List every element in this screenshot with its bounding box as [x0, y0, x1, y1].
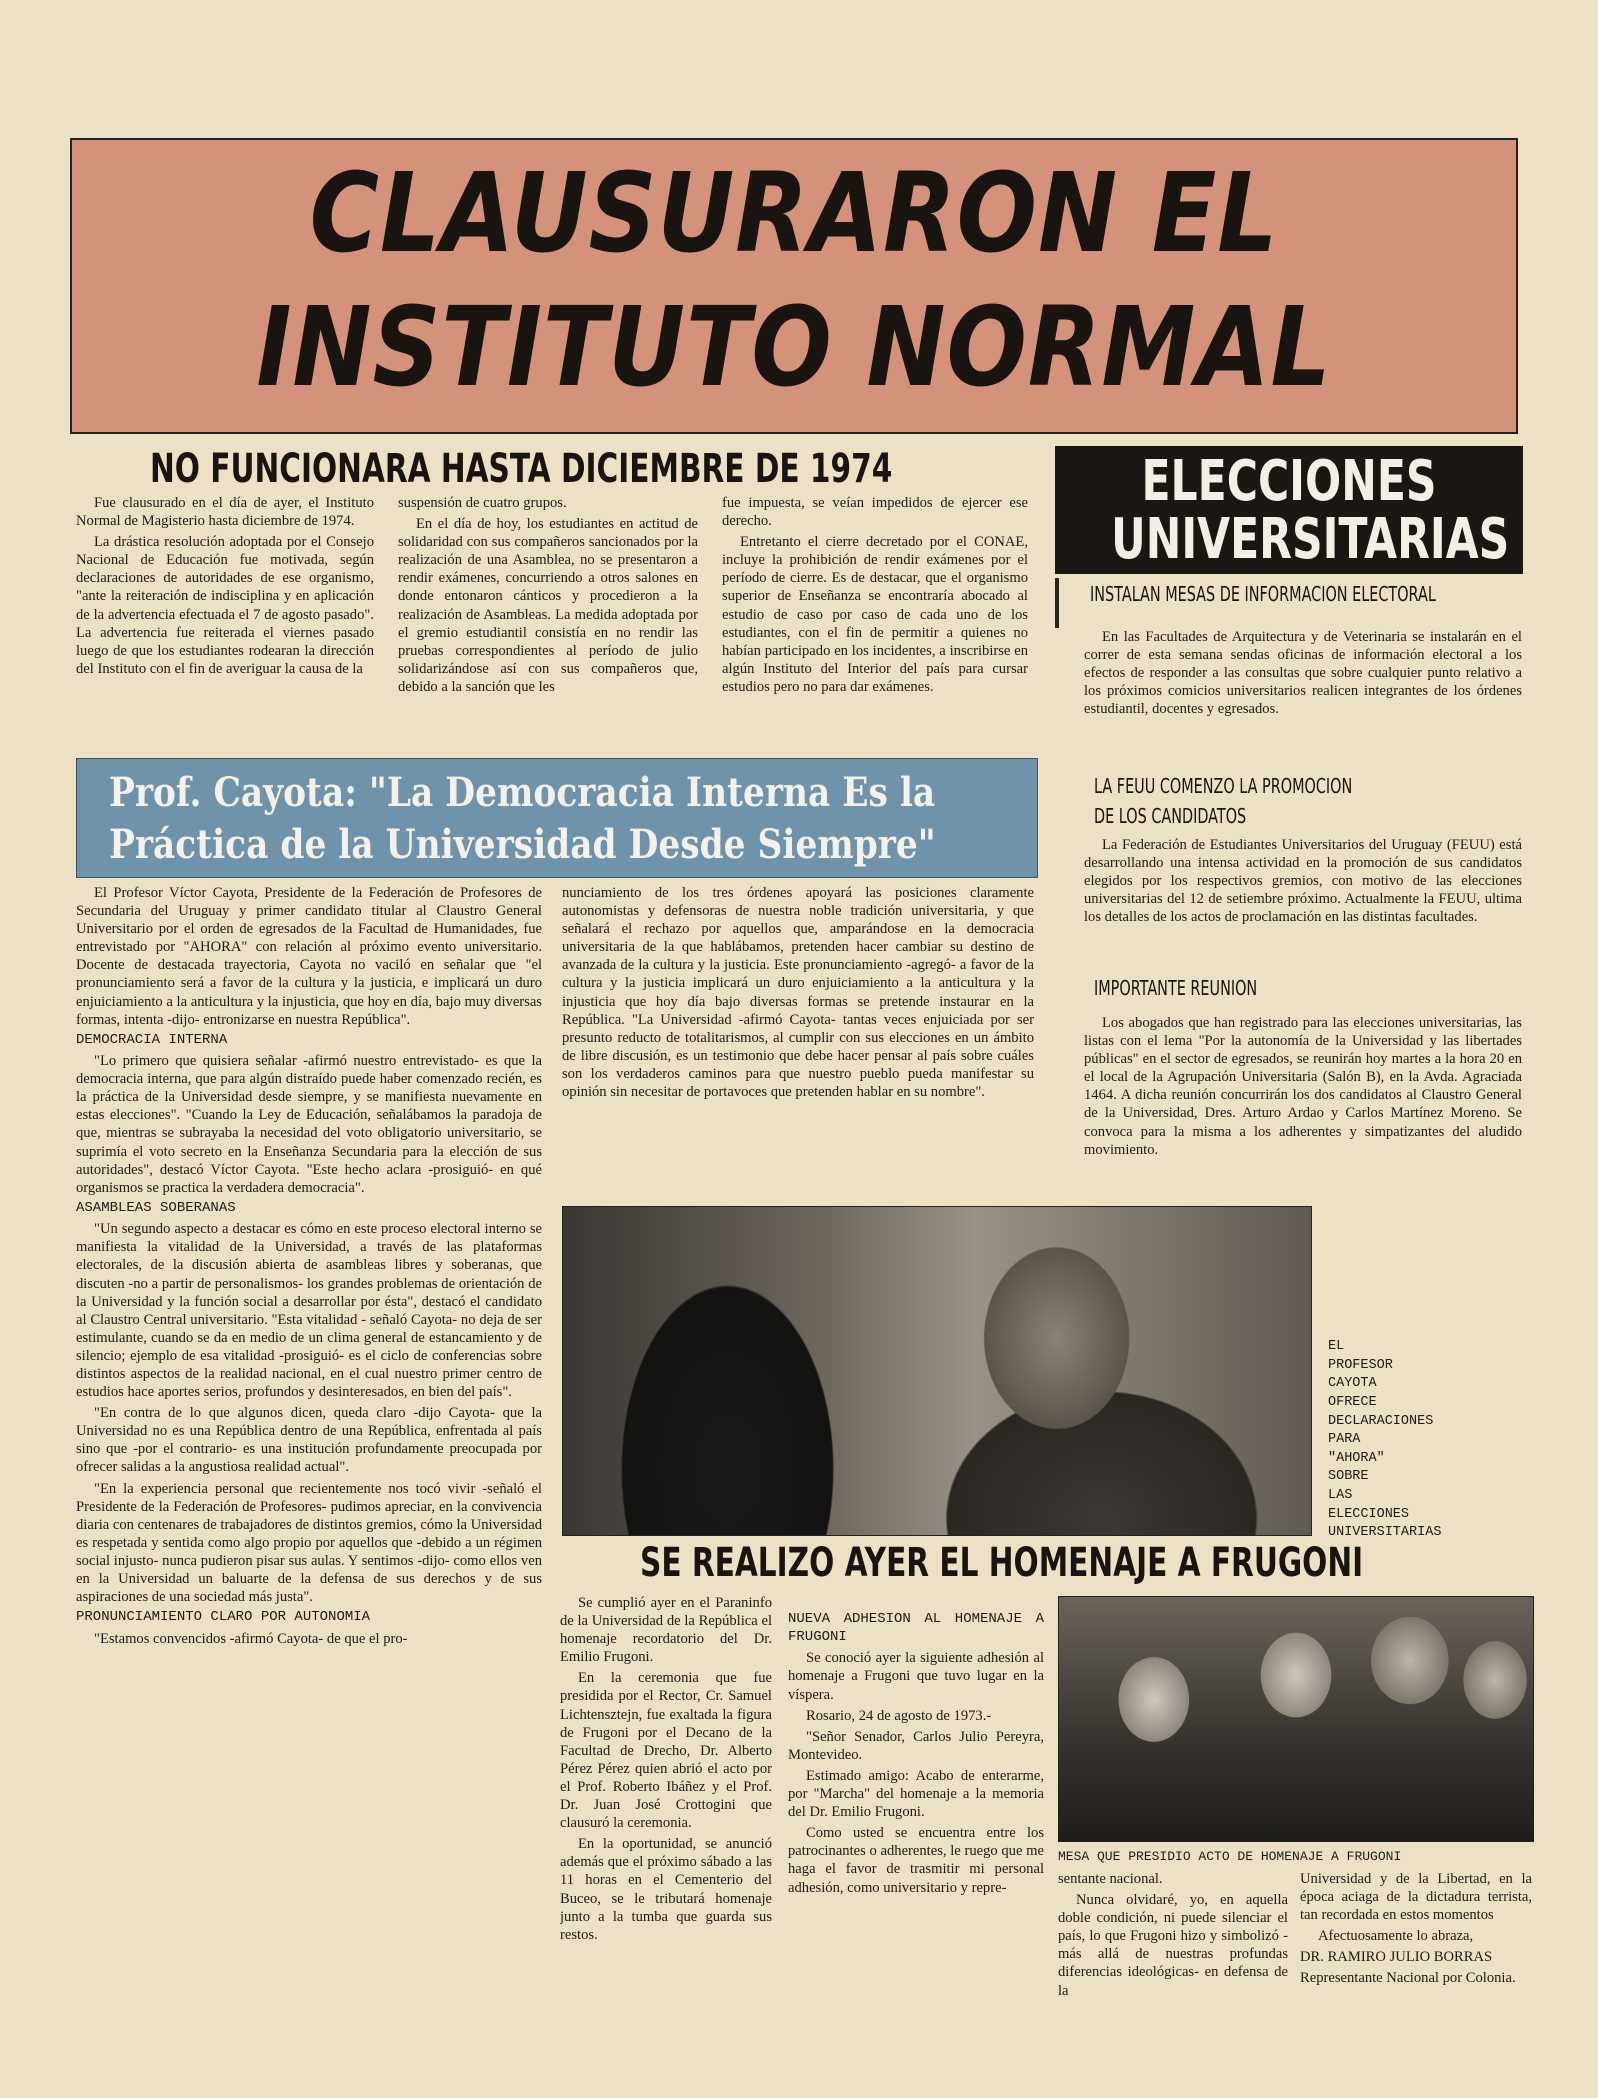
frugoni-column-2: [788, 1594, 1044, 2084]
subheading-pronunciamiento: PRONUNCIAMIENTO CLARO POR AUTONOMIA: [76, 1609, 371, 1626]
paragraph: En el día de hoy, los estudiantes en actitud de solidaridad con sus compañeros sancionados por la realización de una Asamblea, no se presentaron a rendir exámenes, concurriendo a otros salones en donde entonaron cánticos y procedieron a la realización de Asambleas. La medida adoptada por el gremio estudiantil consistía en no rendir las pruebas correspondientes al período de julio solidarizándose así con sus compañeros que, debido a la sanción que les: [398, 516, 698, 695]
caption-line: SOBRE: [1328, 1469, 1369, 1485]
cayota-headline-line-2: Práctica de la Universidad Desde Siempre": [109, 821, 936, 868]
subheading-nueva-adhesion: NUEVA ADHESION AL HOMENAJE A FRUGONI: [788, 1611, 1044, 1646]
signature-name: DR. RAMIRO JULIO BORRAS: [1300, 1949, 1493, 1966]
paragraph: Nunca olvidaré, yo, en aquella doble condición, ni puede silenciar el país, lo que Frugoni hizo y simbolizó -más allá de nuestras profundas diferencias ideológicas- en defensa de la: [1058, 1892, 1288, 1999]
frugoni-column-4: [1300, 1870, 1532, 2084]
paragraph: Se conoció ayer la siguiente adhesión al homenaje a Frugoni que tuvo lugar en la víspera.: [788, 1650, 1044, 1703]
cayota-headline-line-1: Prof. Cayota: "La Democracia Interna Es la: [109, 769, 936, 816]
photo-caption-cayota: [1328, 1338, 1528, 1543]
paragraph: "En contra de lo que algunos dicen, queda claro -dijo Cayota- que la Universidad no es una República dentro de una República, enfrentada al país sino que -por el contrario- es una institución profundamente preocupada por ofrecer salidas a la angustiosa realidad actual".: [76, 1405, 542, 1476]
caption-line: PARA: [1328, 1432, 1361, 1448]
paragraph: suspensión de cuatro grupos.: [398, 495, 567, 511]
frugoni-column-3: [1058, 1870, 1288, 2084]
paragraph: La Federación de Estudiantes Universitarios del Uruguay (FEUU) está desarrollando una intensa actividad en la promoción de sus candidatos elegidos por los respectivos gremios, con motivo de las elecciones universitarias del 12 de setiembre próximo. Actualmente la FEUU, ultima los detalles de los actos de proclamación en las distintas facultades.: [1084, 837, 1522, 926]
paragraph: Rosario, 24 de agosto de 1973.-: [806, 1707, 992, 1724]
paragraph: "Un segundo aspecto a destacar es cómo en este proceso electoral interno se manifiesta la vitalidad de la Universidad, a través de las plataformas electorales, de la discusión abierta de asambleas libres y soberanas, que discuten -no a partir de personalismos- los grandes problemas de orientación de la Universidad y la función social a desarrollar por ésta", destacó el candidato al Claustro Central universitario. "Esta vitalidad - señaló Cayota- no deja de ser estimulante, cuando se da en medio de un clima general de estancamiento y de silencio; ejemplo de esa vitalidad -prosiguió- es el ciclo de conferencias sobre distintos aspectos de la realidad nacional, en el cual nuestro primer centro de estudios hace aportes serios, profundos y desinteresados, en bien del país".: [76, 1221, 542, 1401]
cayota-headline-band: [76, 758, 1038, 878]
photo-mesa-homenaje: [1058, 1596, 1534, 1842]
paragraph: La drástica resolución adoptada por el Consejo Nacional de Educación fue motivada, según declaraciones de autoridades de ese organismo, "ante la reiteración de indisciplina y en aplicación de la advertencia efectuada el 7 de agosto pasado". La advertencia fue reiterada el viernes pasado luego de que los estudiantes rodearan la dirección del Instituto con el fin de averiguar la causa de la: [76, 534, 374, 677]
elecciones-subheading-feuu-2: DE LOS CANDIDATOS: [1094, 804, 1247, 828]
paragraph: sentante nacional.: [1058, 1871, 1163, 1887]
paragraph: En las Facultades de Arquitectura y de Veterinaria se instalarán en el correr de esta semana sendas oficinas de información electoral a los efectos de responder a las consultas que sobre cualquier punto relativo a los próximos comicios universitarios realicen integrantes de los órdenes estudiantil, docentes y egresados.: [1084, 629, 1522, 718]
article1-column-1: [76, 494, 374, 744]
elecciones-title-box: [1055, 446, 1523, 574]
paragraph: En la ceremonia que fue presidida por el Rector, Cr. Samuel Lichtensztejn, fue exaltada la figura de Frugoni por el Decano de la Facultad de Drecho, Dr. Alberto Pérez Pérez quien abrió el acto por el Prof. Roberto Ibáñez y el Prof. Dr. Juan José Crottogini que clausuró la ceremonia.: [560, 1670, 772, 1832]
paragraph: nunciamiento de los tres órdenes apoyará las posiciones claramente autonomistas y defensoras de nuestra noble tradición universitaria, y que señalará el rechazo por aquellos que, amparándose en la democracia universitaria de la que hablábamos, pretenden hacer cambiar su destino de avanzada de la cultura y la justicia. Este pronunciamiento -agregó- a favor de la cultura y la justicia implicará un duro enjuiciamiento a la anticultura y la injusticia que hoy día bajo diversas formas se pretende instaurar en la República. "La Universidad -afirmó Cayota- tantas veces enjuiciada por ser presunto reducto de totalitarismos, al cumplir con sus elecciones en un ámbito de libre discusión, es un testimonio que debe hacer pensar al país sobre cuáles son los verdaderos caminos para que nuestro pueblo pueda manifestar su opinión sin necesitar de portavoces que pretenden hablar en su nombre".: [562, 885, 1034, 1101]
sidebar-rule: [1055, 578, 1059, 628]
elecciones-title-line-2: UNIVERSITARIAS: [1111, 507, 1510, 572]
banner-line-1: CLAUSURARON EL: [309, 149, 1279, 277]
elecciones-paragraph-1: [1084, 628, 1522, 758]
subheading-democracia-interna: DEMOCRACIA INTERNA: [76, 1031, 228, 1048]
paragraph: El Profesor Víctor Cayota, Presidente de la Federación de Profesores de Secundaria del Uruguay y primer candidato titular al Claustro General Universitario por el orden de egresados de la Facultad de Humanidades, fue entrevistado por "AHORA" con relación al próximo evento universitario. Docente de destacada trayectoria, Cayota no vaciló en señalar que "el pronunciamiento será a favor de la cultura y la justicia, e implicará un duro enjuiciamiento a la anticultura y la injusticia, que hoy en día, bajo muy diversas formas, intenta -dijo- entronizarse en nuestra República".: [76, 885, 542, 1028]
caption-line: CAYOTA: [1328, 1376, 1377, 1392]
paragraph: Afectuosamente lo abraza,: [1318, 1928, 1474, 1945]
caption-line: LAS: [1328, 1488, 1353, 1503]
caption-line: EL: [1328, 1339, 1345, 1354]
elecciones-title-line-1: ELECCIONES: [1141, 449, 1437, 514]
caption-line: "AHORA": [1328, 1450, 1385, 1466]
caption-line: UNIVERSITARIAS: [1328, 1525, 1442, 1541]
caption-line: OFRECE: [1328, 1394, 1377, 1410]
paragraph: "Lo primero que quisiera señalar -afirmó nuestro entrevistado- es que la democracia interna, que para algún distraído puede haber comenzado recién, es la práctica de la Universidad desde siempre, y se manifiesta nuevamente en estas elecciones". "Cuando la Ley de Educación, señalábamos la paradoja de que, mientras se subrayaba la necesidad del voto obligatorio universitario, se suprimía el voto secreto en la Enseñanza Secundaria para la elección de sus autoridades", destacó Víctor Cayota. "Este hecho aclara -prosiguió- en qué organismos se practica la verdadera democracia".: [76, 1053, 542, 1196]
paragraph: Fue clausurado en el día de ayer, el Instituto Normal de Magisterio hasta diciembre de 1974.: [76, 495, 374, 530]
subheading-asambleas-soberanas: ASAMBLEAS SOBERANAS: [76, 1199, 236, 1216]
photo-caption-frugoni: MESA QUE PRESIDIO ACTO DE HOMENAJE A FRUGONI: [1058, 1849, 1402, 1864]
photo-profesor-cayota: [562, 1206, 1312, 1536]
signature-title: Representante Nacional por Colonia.: [1300, 1970, 1516, 1987]
cayota-column-2: [562, 884, 1034, 1204]
paragraph: "Señor Senador, Carlos Julio Pereyra, Montevideo.: [788, 1728, 1044, 1763]
frugoni-column-1: [560, 1594, 772, 2084]
paragraph: Entretanto el cierre decretado por el CONAE, incluye la prohibición de rendir exámenes por el período de cierre. Es de destacar, que el organismo superior de Enseñanza se encontraría abocado al estudio de caso por caso de cada uno de los estudiantes, con el fin de permitir a quienes no habían participado en los incidentes, a inscribirse en algún Instituto del Interior del país para cursar estudios pero no para dar exámenes.: [722, 534, 1028, 695]
elecciones-subheading-reunion: IMPORTANTE REUNION: [1094, 976, 1258, 1000]
paragraph: Estimado amigo: Acabo de enterarme, por "Marcha" del homenaje a la memoria del Dr. Emilio Frugoni.: [788, 1767, 1044, 1821]
paragraph: fue impuesta, se veían impedidos de ejercer ese derecho.: [722, 495, 1028, 530]
paragraph: Universidad y de la Libertad, en la época aciaga de la dictadura terrista, tan recordada en estos momentos: [1300, 1871, 1532, 1924]
elecciones-paragraph-2: [1084, 836, 1522, 970]
paragraph: Se cumplió ayer en el Paraninfo de la Universidad de la República el homenaje recordatorio del Dr. Emilio Frugoni.: [560, 1595, 772, 1666]
elecciones-subtitle: INSTALAN MESAS DE INFORMACION ELECTORAL: [1090, 582, 1436, 606]
headline-banner: [70, 138, 1518, 434]
frugoni-headline: SE REALIZO AYER EL HOMENAJE A FRUGONI: [640, 1540, 1364, 1586]
paragraph: "En la experiencia personal que recientemente nos tocó vivir -señaló el Presidente de la Federación de Profesores- pudimos apreciar, en la convivencia diaria con centenares de trabajadores de distintos gremios, cómo la Universidad es respetada y sentida como algo propio por aquellos que -debido a un régimen social injusto- nunca pudieron pisar sus aulas. Y sentimos -dijo- como ellos ven en la Universidad un baluarte de la defensa de sus derechos y de sus aspiraciones de una sociedad más justa".: [76, 1480, 542, 1606]
banner-line-2: INSTITUTO NORMAL: [256, 283, 1332, 411]
article1-column-3: [722, 494, 1028, 744]
caption-line: PROFESOR: [1328, 1357, 1393, 1373]
elecciones-subheading-feuu-1: LA FEUU COMENZO LA PROMOCION: [1094, 774, 1353, 798]
paragraph: Como usted se encuentra entre los patrocinantes o adherentes, le ruego que me haga el favor de trasmitir mi personal adhesión, como universitario y repre-: [788, 1825, 1044, 1896]
article-headline-instituto: NO FUNCIONARA HASTA DICIEMBRE DE 1974: [150, 446, 893, 492]
cayota-column-1: [76, 884, 542, 2080]
paragraph: "Estamos convencidos -afirmó Cayota- de que el pro-: [94, 1630, 408, 1647]
elecciones-paragraph-3: [1084, 1014, 1522, 1204]
caption-line: ELECCIONES: [1328, 1506, 1410, 1522]
paragraph: Los abogados que han registrado para las elecciones universitarias, las listas con el lema "Por la autonomía de la Universidad y las libertades públicas" en el sector de egresados, se reunirán hoy martes a la hora 20 en el local de la Agrupación Universitaria (Salón B), en la Avda. Agraciada 1464. A dicha reunión concurrirán los dos candidatos al Claustro General de la Universidad, Dres. Arturo Ardao y Carlos Martínez Moreno. Se convoca para la misma a los adherentes y simpatizantes del aludido movimiento.: [1084, 1015, 1522, 1158]
article1-column-2: [398, 494, 698, 744]
caption-line: DECLARACIONES: [1328, 1413, 1434, 1429]
paragraph: En la oportunidad, se anunció además que el próximo sábado a las 11 horas en el Cementerio del Buceo, se le tributará homenaje junto a la tumba que guarda sus restos.: [560, 1836, 772, 1943]
